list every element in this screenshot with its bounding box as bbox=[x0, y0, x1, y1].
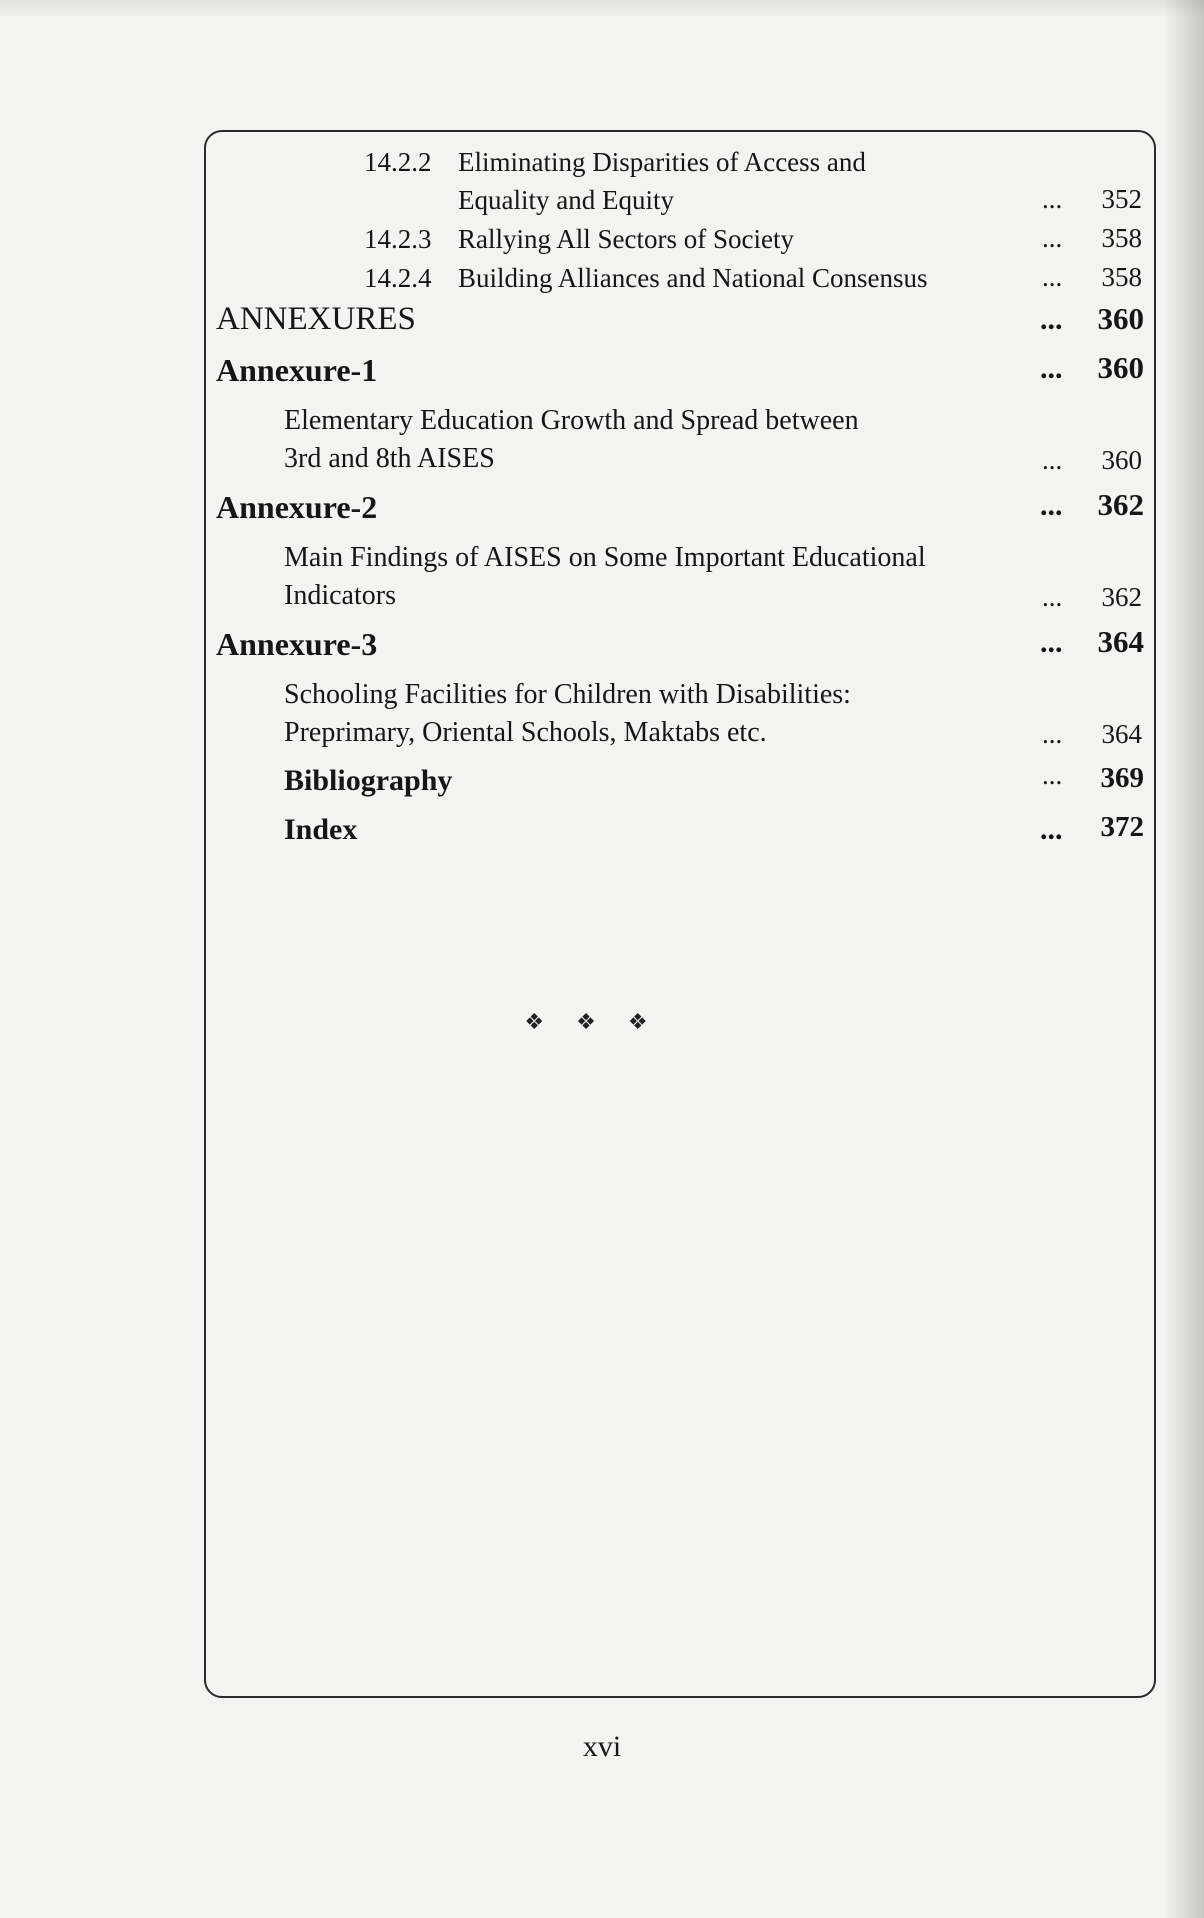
toc-page-number: 358 bbox=[1101, 262, 1142, 292]
decorative-ornament-icon: ❖❖❖ bbox=[524, 1010, 680, 1035]
toc-entry-number: 14.2.2 bbox=[364, 147, 432, 177]
toc-page-number: 369 bbox=[1100, 762, 1144, 794]
toc-leader-dots: ... bbox=[1042, 262, 1063, 292]
toc-leader-dots: ... bbox=[1040, 489, 1063, 522]
toc-page-number: 362 bbox=[1097, 487, 1144, 522]
toc-page-number: 362 bbox=[1101, 582, 1142, 612]
annexure-1-description-continued: 3rd and 8th AISES bbox=[284, 443, 495, 474]
annexure-1-heading: Annexure-1 bbox=[216, 352, 378, 388]
toc-entry-title-continued: Equality and Equity bbox=[458, 185, 674, 215]
toc-leader-dots: ... bbox=[1040, 352, 1063, 385]
toc-leader-dots: ... bbox=[1042, 582, 1063, 612]
toc-leader-dots: ... bbox=[1040, 303, 1063, 336]
toc-entry-number: 14.2.3 bbox=[364, 224, 432, 254]
toc-entry-title: Rallying All Sectors of Society bbox=[458, 224, 794, 254]
toc-page-number: 364 bbox=[1097, 624, 1144, 659]
toc-entry-number: 14.2.4 bbox=[364, 263, 432, 293]
annexure-3-description: Schooling Facilities for Children with Disabilities: bbox=[284, 679, 851, 710]
page-top-shadow bbox=[0, 0, 1204, 18]
annexure-2-heading: Annexure-2 bbox=[216, 489, 378, 525]
toc-entry-title: Eliminating Disparities of Access and bbox=[458, 147, 866, 177]
toc-page-number: 360 bbox=[1097, 301, 1144, 336]
annexures-heading: ANNEXURES bbox=[216, 301, 416, 337]
toc-page-number: 358 bbox=[1101, 223, 1142, 253]
annexure-1-description: Elementary Education Growth and Spread between bbox=[284, 405, 859, 436]
toc-page-number: 360 bbox=[1101, 445, 1142, 475]
toc-leader-dots: ... bbox=[1040, 626, 1063, 659]
toc-leader-dots: ... bbox=[1042, 184, 1063, 214]
toc-leader-dots: ... bbox=[1042, 760, 1063, 790]
index-entry: Index bbox=[284, 813, 358, 846]
page-folio: xvi bbox=[582, 1730, 622, 1763]
toc-page-number: 372 bbox=[1100, 811, 1144, 843]
annexure-2-description-continued: Indicators bbox=[284, 580, 396, 611]
toc-page-number: 360 bbox=[1097, 350, 1144, 385]
annexure-3-description-continued: Preprimary, Oriental Schools, Maktabs etc. bbox=[284, 717, 767, 748]
toc-entry-title: Building Alliances and National Consensus bbox=[458, 263, 928, 293]
annexure-2-description: Main Findings of AISES on Some Important Educational bbox=[284, 542, 926, 573]
toc-leader-dots: ... bbox=[1040, 813, 1063, 846]
toc-leader-dots: ... bbox=[1042, 719, 1063, 749]
annexure-3-heading: Annexure-3 bbox=[216, 626, 378, 662]
page-spine-shadow bbox=[1164, 0, 1204, 1918]
toc-page-number: 364 bbox=[1101, 719, 1142, 749]
bibliography-entry: Bibliography bbox=[284, 764, 453, 797]
toc-leader-dots: ... bbox=[1042, 445, 1063, 475]
toc-page-number: 352 bbox=[1101, 184, 1142, 214]
toc-leader-dots: ... bbox=[1042, 223, 1063, 253]
